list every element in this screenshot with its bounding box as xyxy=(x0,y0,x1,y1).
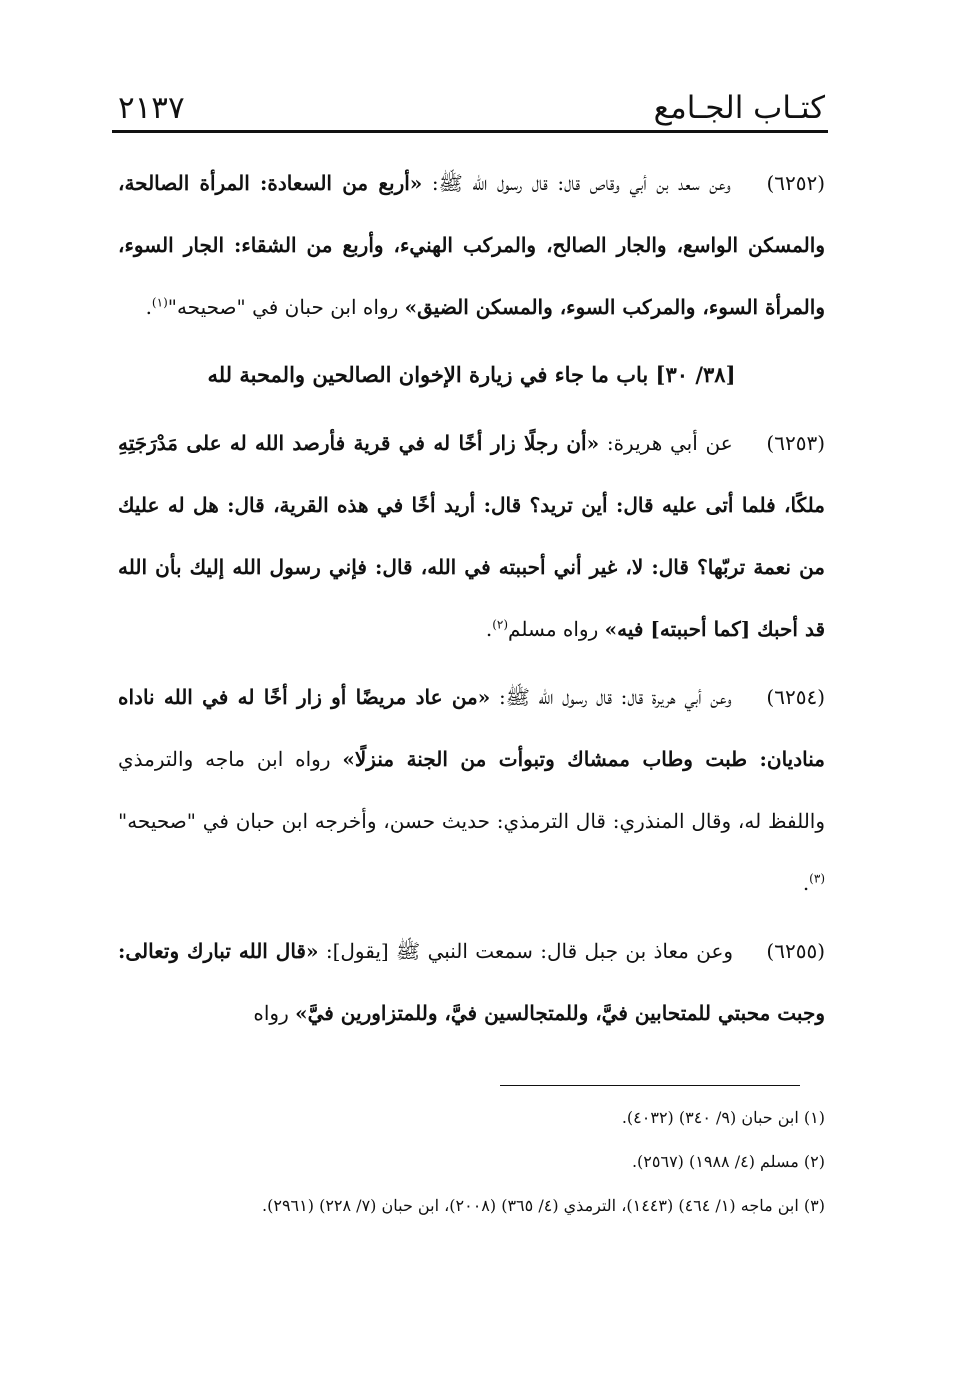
footnote: (٣) ابن ماجه (١/ ٤٦٤) (١٤٤٣)، الترمذي (٤/ ٣٦٥) (٢٠٠٨)، ابن حبان (٧/ ٢٢٨) (٢٩٦١). xyxy=(262,1196,825,1215)
footnote-ref: (٣) xyxy=(809,871,825,886)
sentence-end: . xyxy=(485,617,493,641)
sentence-end: . xyxy=(145,295,152,319)
hadith-text: «من عاد مريضًا أو زار أخًا له في الله ناداه مناديان: طبت وطاب ممشاك وتبوأت من الجنة منزلًا» xyxy=(118,685,825,771)
hadith-intro: وعن أبي هريرة قال: قال رسول الله ﷺ: xyxy=(498,685,732,709)
hadith-intro: عن أبي هريرة: xyxy=(606,431,733,455)
footnote-ref: (١) xyxy=(151,295,168,310)
hadith-source: رواه ابن حبان في "صحيحه" xyxy=(167,295,399,319)
header-rule xyxy=(112,130,828,133)
hadith-entry xyxy=(118,152,825,338)
footnote-separator xyxy=(500,1085,800,1086)
hadith-number: (٦٢٥٣) xyxy=(766,431,826,455)
hadith-entry xyxy=(118,920,825,1044)
page-body xyxy=(118,152,825,1050)
hadith-source: رواه مسلم xyxy=(508,617,599,641)
hadith-number: (٦٢٥٥) xyxy=(766,939,825,963)
hadith-text: «قال الله تبارك وتعالى: وجبت محبتي للمتحابين فيَّ، وللمتجالسين فيَّ، وللمتزاورين فيَّ» xyxy=(118,939,825,1025)
hadith-source: رواه xyxy=(253,1001,289,1025)
page-header xyxy=(118,84,825,134)
hadith-number: (٦٢٥٤) xyxy=(766,685,826,709)
chapter-heading: [٣٨/ ٣٠] باب ما جاء في زيارة الإخوان الصالحين والمحبة لله xyxy=(207,362,736,387)
page-number: ٢١٣٧ xyxy=(118,90,185,126)
footnote: (٢) مسلم (٤/ ١٩٨٨) (٢٥٦٧). xyxy=(631,1152,825,1171)
hadith-number: (٦٢٥٢) xyxy=(766,171,826,195)
sentence-end: . xyxy=(802,871,810,895)
footnote: (١) ابن حبان (٩/ ٣٤٠) (٤٠٣٢). xyxy=(621,1108,825,1127)
hadith-entry xyxy=(118,666,825,914)
hadith-text: «أن رجلًا زار أخًا له في قرية فأرصد الله له على مَدْرَجَتِهِ ملكًا، فلما أتى عليه قال: أين تريد؟ قال: أريد أخًا في هذه القرية، قال: هل له عليك من نعمة تربّها؟ قال: لا، غير أني أحببته في الله، قال: فإني رسول الله إليك بأن الله قد أحبك [كما أحببته] فيه» xyxy=(118,431,825,641)
hadith-text: «أربع من السعادة: المرأة الصالحة، والمسكن الواسع، والجار الصالح، والمركب الهنيء، وأربع من الشقاء: الجار السوء، والمرأة السوء، والمركب السوء، والمسكن الضيق» xyxy=(118,171,825,319)
footnotes xyxy=(118,1096,825,1228)
hadith-entry xyxy=(118,412,825,660)
running-title: كتـاب الجـامع xyxy=(653,90,825,126)
footnote-ref: (٢) xyxy=(492,617,509,632)
hadith-source: رواه ابن ماجه والترمذي واللفظ له، وقال المنذري: قال الترمذي: حديث حسن، وأخرجه ابن حبان في "صحيحه" xyxy=(118,747,825,833)
hadith-intro: وعن سعد بن أبي وقاص قال: قال رسول الله ﷺ: xyxy=(431,171,731,195)
hadith-intro: وعن معاذ بن جبل قال: سمعت النبي ﷺ [يقول]: xyxy=(325,939,734,963)
